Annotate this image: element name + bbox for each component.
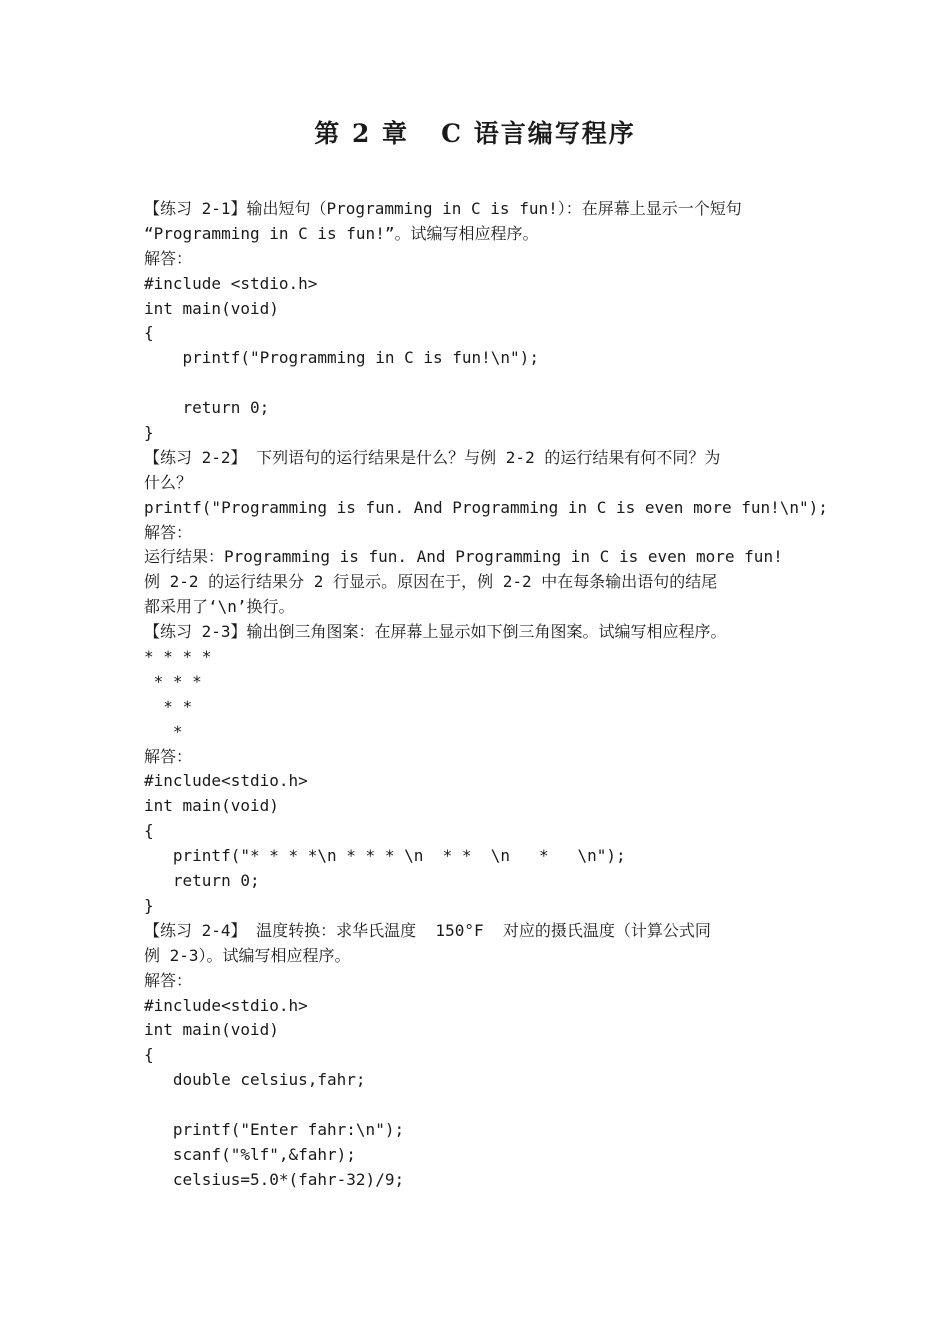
text-line: printf("Enter fahr:\n");: [144, 1119, 405, 1139]
text-line: * * *: [144, 671, 202, 691]
text-line: 【练习 2-3】输出倒三角图案：在屏幕上显示如下倒三角图案。试编写相应程序。: [144, 622, 727, 642]
text-line: }: [144, 423, 154, 443]
text-line: [144, 371, 844, 396]
text-line: 都采用了‘\n’换行。: [144, 597, 295, 617]
text-line: {: [144, 323, 154, 343]
text-line: }: [144, 895, 154, 915]
text-line: 解答：: [144, 746, 193, 766]
chapter-title: 第 2 章 C 语言编写程序: [314, 119, 636, 148]
text-line: #include<stdio.h>: [144, 771, 308, 791]
text-line: #include <stdio.h>: [144, 273, 318, 293]
text-line: return 0;: [144, 398, 270, 418]
text-line: return 0;: [144, 871, 260, 891]
text-line: 例 2-3）。试编写相应程序。: [144, 945, 351, 965]
text-line: scanf("%lf",&fahr);: [144, 1144, 356, 1164]
text-line: int main(void): [144, 298, 279, 318]
text-line: 解答：: [144, 522, 193, 542]
text-line: * *: [144, 696, 193, 716]
text-line: * * * *: [144, 647, 212, 667]
text-line: printf("* * * *\n * * * \n * * \n * \n");: [144, 846, 626, 866]
text-line: int main(void): [144, 1020, 279, 1040]
text-line: 运行结果：Programming is fun. And Programming in C is even more fun!: [144, 547, 783, 567]
text-line: {: [144, 821, 154, 841]
text-line: [144, 1093, 844, 1118]
text-line: 【练习 2-2】 下列语句的运行结果是什么？与例 2-2 的运行结果有何不同？为: [144, 447, 721, 467]
text-line: celsius=5.0*(fahr-32)/9;: [144, 1169, 405, 1189]
text-line: printf("Programming is fun. And Programming in C is even more fun!\n");: [144, 497, 828, 517]
text-line: *: [144, 721, 183, 741]
text-line: 【练习 2-4】 温度转换：求华氏温度 150°F 对应的摄氏温度（计算公式同: [144, 920, 711, 940]
text-line: {: [144, 1045, 154, 1065]
text-line: 例 2-2 的运行结果分 2 行显示。原因在于，例 2-2 中在每条输出语句的结尾: [144, 572, 718, 592]
text-line: double celsius,fahr;: [144, 1070, 366, 1090]
text-line: #include<stdio.h>: [144, 995, 308, 1015]
document-body: [144, 197, 844, 1193]
text-line: “Programming in C is fun!”。试编写相应程序。: [144, 223, 539, 243]
text-line: 【练习 2-1】输出短句（Programming in C is fun!）：在屏幕上显示一个短句: [144, 199, 742, 218]
text-line: int main(void): [144, 796, 279, 816]
text-line: printf("Programming in C is fun!\n");: [144, 348, 539, 368]
text-line: 解答：: [144, 248, 193, 268]
text-line: 解答：: [144, 970, 193, 990]
text-line: 什么？: [144, 472, 193, 492]
